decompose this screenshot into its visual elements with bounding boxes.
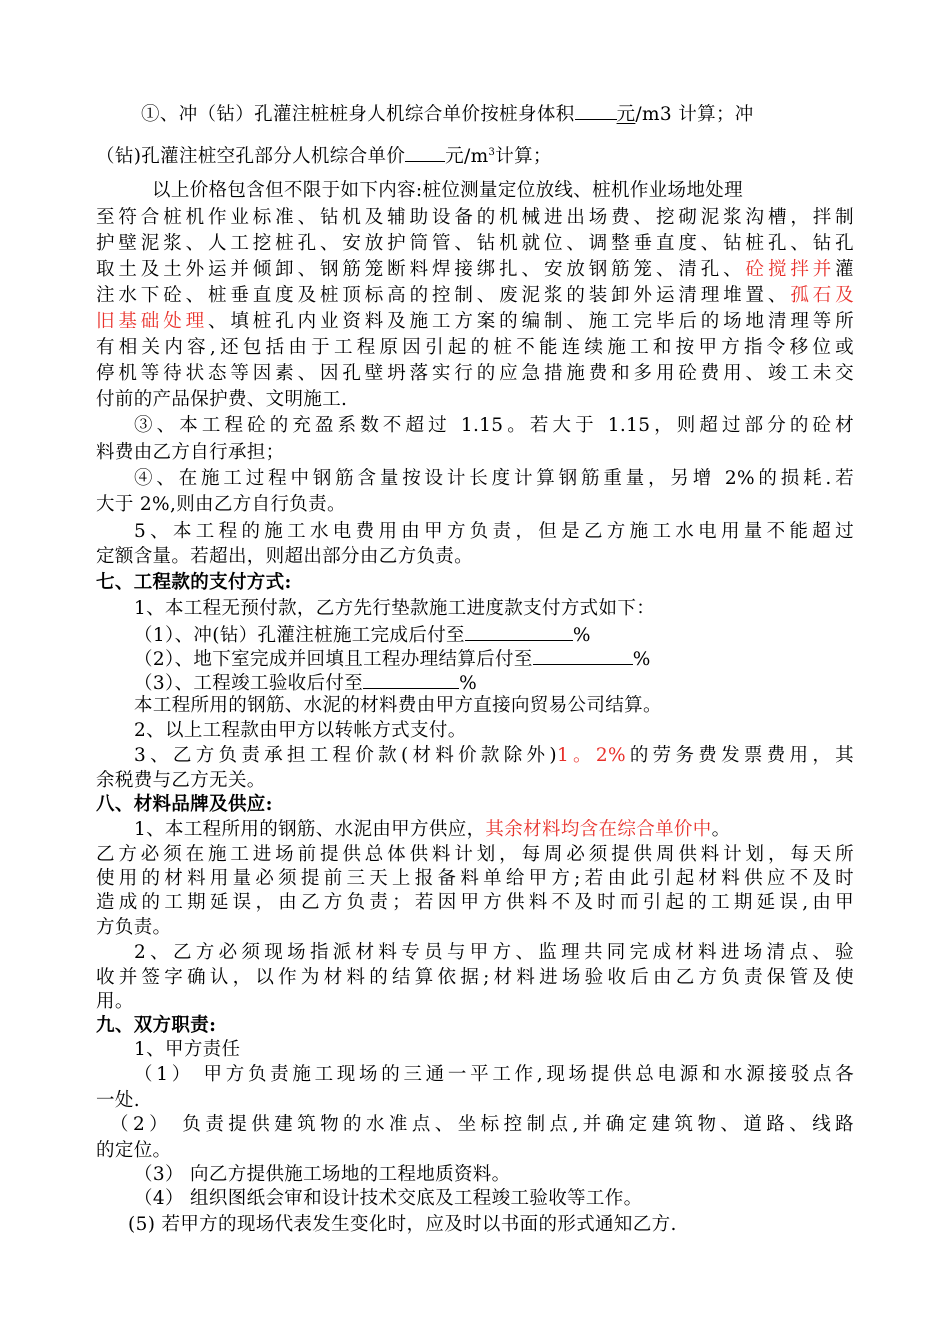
concrete-line-1: ③、本工程砼的充盈系数不超过 1.15。若大于 1.15，则超过部分的砼材 [134, 415, 854, 436]
text: 1、本工程所用的钢筋、水泥由甲方供应， [134, 819, 486, 840]
text: （2）、地下室完成并回填且工程办理结算后付至 [134, 649, 533, 670]
text: （1）、冲(钻）孔灌注桩施工完成后付至 [134, 625, 465, 646]
sec9-item-3: （3） 向乙方提供施工场地的工程地质资料。 [134, 1164, 511, 1185]
price-blank-2[interactable] [405, 143, 445, 162]
scope-line-7: 有相关内容,还包括由于工程原因引起的桩不能连续施工和按甲方指令移位或 [96, 337, 854, 358]
sec7-para-4-cont: 余税费与乙方无关。 [96, 770, 266, 791]
sec7-item-3 [134, 670, 854, 696]
text: 3、乙方负责承担工程价款(材料价款除外) [134, 745, 557, 766]
sec9-item-1-cont: 一处. [96, 1090, 140, 1111]
sec8-para-1-line-2: 乙方必须在施工进场前提供总体供料计划，每周必须提供周供料计划，每天所 [96, 844, 854, 865]
percent-sign: % [632, 649, 651, 670]
sec9-item-2-cont: 的定位。 [96, 1140, 172, 1161]
sec7-para-3: 2、以上工程款由甲方以转帐方式支付。 [134, 720, 467, 741]
concrete-line-2: 料费由乙方自行承担； [96, 442, 285, 463]
scope-line-3: 护壁泥浆、人工挖桩孔、安放护筒管、钻机就位、调整垂直度、钻桩孔、钻孔 [96, 233, 854, 254]
payment-blank-1[interactable] [465, 622, 573, 641]
percent-sign: % [459, 673, 478, 694]
unit-price-line-1 [141, 101, 854, 127]
highlight-text: 1。2% [556, 745, 626, 766]
scope-line-5 [96, 284, 854, 308]
rebar-line-2: 大于 2%,则由乙方自行负责。 [96, 494, 346, 515]
unit-text: 元 [616, 104, 636, 125]
highlight-text: 孤石及 [790, 285, 854, 306]
sec8-para-2-line-3: 用。 [96, 991, 134, 1012]
payment-blank-3[interactable] [363, 670, 459, 689]
sec9-item-4: （4） 组织图纸会审和设计技术交底及工程竣工验收等工作。 [134, 1188, 643, 1209]
sec7-para-2: 本工程所用的钢筋、水泥的材料费由甲方直接向贸易公司结算。 [134, 695, 662, 716]
rebar-line-1: ④、在施工过程中钢筋含量按设计长度计算钢筋重量，另增 2%的损耗.若 [134, 468, 854, 489]
sec8-para-2: 2、乙方必须现场指派材料专员与甲方、监理共同完成材料进场清点、验 [134, 942, 854, 963]
price-blank-1[interactable] [575, 101, 617, 120]
text: 、填桩孔内业资料及施工方案的编制、施工完毕后的场地清理等所 [208, 311, 854, 332]
utilities-line-1: 5、本工程的施工水电费用由甲方负责，但是乙方施工水电用量不能超过 [134, 521, 854, 542]
scope-line-4 [96, 258, 854, 282]
text: 的劳务费发票费用，其 [625, 745, 854, 766]
sec8-para-2-line-2: 收并签字确认，以作为材料的结算依据;材料进场验收后由乙方负责保管及使 [96, 967, 854, 988]
sec7-para-4 [134, 744, 854, 768]
sec9-subheading: 1、甲方责任 [134, 1039, 241, 1060]
sec9-item-1: （1） 甲方负责施工现场的三通一平工作,现场提供总电源和水源接驳点各 [134, 1064, 854, 1085]
text: 计算； [495, 146, 552, 167]
sec9-item-2: （2） 负责提供建筑物的水准点、坐标控制点,并确定建筑物、道路、线路 [110, 1114, 854, 1135]
highlight-text: 砼搅拌并 [745, 259, 836, 280]
highlight-text: 其余材料均含在综合单价中 [485, 819, 712, 840]
text: 。 [711, 819, 731, 840]
text: （钻)孔灌注桩空孔部分人机综合单价 [96, 146, 406, 167]
text: （3）、工程竣工验收后付至 [134, 673, 364, 694]
text: 取土及土外运并倾卸、钢筋笼断料焊接绑扎、安放钢筋笼、清孔、 [96, 259, 746, 280]
section-8-heading: 八、材料品牌及供应: [96, 794, 273, 815]
sec8-para-1 [134, 818, 854, 842]
text: 灌 [835, 259, 854, 280]
scope-line-2: 至符合桩机作业标准、钻机及辅助设备的机械进出场费、挖砌泥浆沟槽，拌制 [96, 207, 854, 228]
sec7-item-1 [134, 622, 854, 648]
text: ①、冲（钻）孔灌注桩桩身人机综合单价按桩身体积 [141, 104, 575, 125]
text: 注水下砼、桩垂直度及桩顶标高的控制、废泥浆的装卸外运清理堆置、 [96, 285, 791, 306]
sec8-para-1-line-3: 使用的材料用量必须提前三天上报备料单给甲方;若由此引起材料供应不及时 [96, 868, 854, 889]
utilities-line-2: 定额含量。若超出，则超出部分由乙方负责。 [96, 546, 474, 567]
sec8-para-1-line-5: 方负责。 [96, 917, 172, 938]
sec7-para-1: 1、本工程无预付款，乙方先行垫款施工进度款支付方式如下： [134, 598, 656, 619]
scope-line-1: 以上价格包含但不限于如下内容:桩位测量定位放线、桩机作业场地处理 [152, 180, 743, 201]
payment-blank-2[interactable] [533, 646, 633, 665]
section-7-heading: 七、工程款的支付方式: [96, 572, 292, 593]
scope-line-6 [96, 310, 854, 334]
sec8-para-1-line-4: 造成的工期延误，由乙方负责；若因甲方供料不及时而引起的工期延误,由甲 [96, 892, 854, 913]
unit-price-line-2 [96, 143, 854, 169]
section-9-heading: 九、双方职责: [96, 1015, 217, 1036]
sec9-item-5: (5) 若甲方的现场代表发生变化时，应及时以书面的形式通知乙方. [128, 1214, 677, 1235]
sec7-item-2 [134, 646, 854, 672]
highlight-text: 旧基础处理 [96, 311, 208, 332]
percent-sign: % [572, 625, 591, 646]
text: /m3 计算；冲 [635, 104, 754, 125]
superscript: 3 [488, 146, 496, 158]
scope-line-9: 付前的产品保护费、文明施工. [96, 389, 348, 410]
scope-line-8: 停机等待状态等因素、因孔壁坍落实行的应急措施费和多用砼费用、竣工未交 [96, 363, 854, 384]
unit-text: 元/m [445, 146, 489, 167]
